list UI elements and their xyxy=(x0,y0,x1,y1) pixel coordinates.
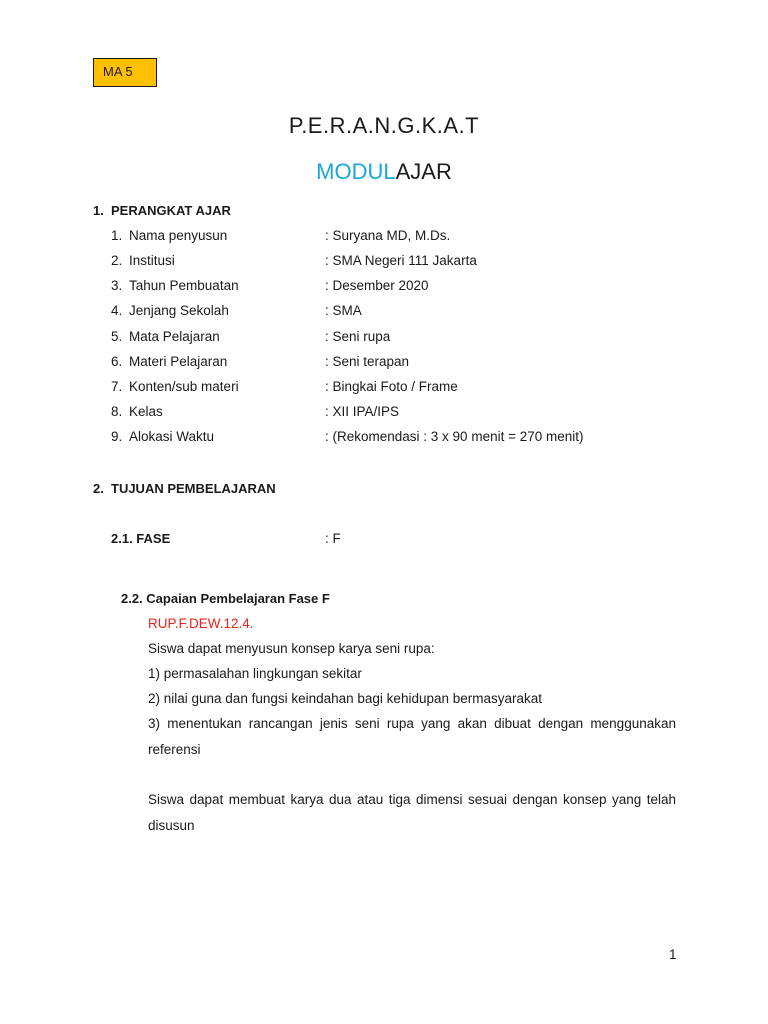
info-item-number: 2. xyxy=(111,253,123,268)
info-item-number: 7. xyxy=(111,379,123,394)
fase-label: 2.1. FASE xyxy=(111,531,171,546)
section-2-heading: TUJUAN PEMBELAJARAN xyxy=(111,481,276,496)
info-item-number: 1. xyxy=(111,228,123,243)
info-item-value: : Seni rupa xyxy=(325,329,391,344)
subtitle-accent-text: MODUL xyxy=(316,159,396,184)
info-item-label: Institusi xyxy=(129,253,175,268)
info-item-value: : XII IPA/IPS xyxy=(325,404,400,419)
info-item-value: : Bingkai Foto / Frame xyxy=(325,379,458,394)
subtitle-text: AJAR xyxy=(395,159,452,184)
info-item-value: : SMA Negeri 111 Jakarta xyxy=(325,253,477,268)
info-item-label: Kelas xyxy=(129,404,163,419)
info-item-value: : Desember 2020 xyxy=(325,278,429,293)
capaian-point-2: 2) nilai guna dan fungsi keindahan bagi kehidupan bermasyarakat xyxy=(148,691,543,706)
section-2-number: 2. xyxy=(93,481,104,496)
info-item-label: Nama penyusun xyxy=(129,228,228,243)
info-item-number: 5. xyxy=(111,329,123,344)
capaian-point-1: 1) permasalahan lingkungan sekitar xyxy=(148,666,362,681)
capaian-closing: Siswa dapat membuat karya dua atau tiga dimensi sesuai dengan konsep yang telah disusun xyxy=(148,792,676,833)
info-item-number: 8. xyxy=(111,404,123,419)
info-item-label: Konten/sub materi xyxy=(129,379,239,394)
fase-value: : F xyxy=(325,531,341,546)
info-item-number: 3. xyxy=(111,278,123,293)
document-title: P.E.R.A.N.G.K.A.T xyxy=(288,113,480,138)
info-item-number: 9. xyxy=(111,429,123,444)
info-item-label: Mata Pelajaran xyxy=(129,329,220,344)
capaian-intro: Siswa dapat menyusun konsep karya seni rupa: xyxy=(148,641,435,656)
capaian-code: RUP.F.DEW.12.4. xyxy=(148,616,254,631)
page-number: 1 xyxy=(669,947,677,962)
info-item-number: 6. xyxy=(111,354,123,369)
info-item-number: 4. xyxy=(111,303,123,318)
info-item-value: : Seni terapan xyxy=(325,354,410,369)
info-item-label: Jenjang Sekolah xyxy=(129,303,229,318)
info-item-value: : SMA xyxy=(325,303,362,318)
info-item-value: : (Rekomendasi : 3 x 90 menit = 270 menit) xyxy=(325,429,584,444)
capaian-point-3: 3) menentukan rancangan jenis seni rupa yang akan dibuat dengan menggunakan referensi xyxy=(148,716,676,757)
document-code-badge: MA 5 xyxy=(93,58,157,87)
section-1-heading: PERANGKAT AJAR xyxy=(111,203,231,218)
capaian-heading: 2.2. Capaian Pembelajaran Fase F xyxy=(121,591,330,606)
info-item-value: : Suryana MD, M.Ds. xyxy=(325,228,451,243)
info-item-label: Alokasi Waktu xyxy=(129,429,215,444)
info-item-label: Tahun Pembuatan xyxy=(129,278,239,293)
info-item-label: Materi Pelajaran xyxy=(129,354,228,369)
document-subtitle xyxy=(0,159,768,185)
section-1-number: 1. xyxy=(93,203,104,218)
